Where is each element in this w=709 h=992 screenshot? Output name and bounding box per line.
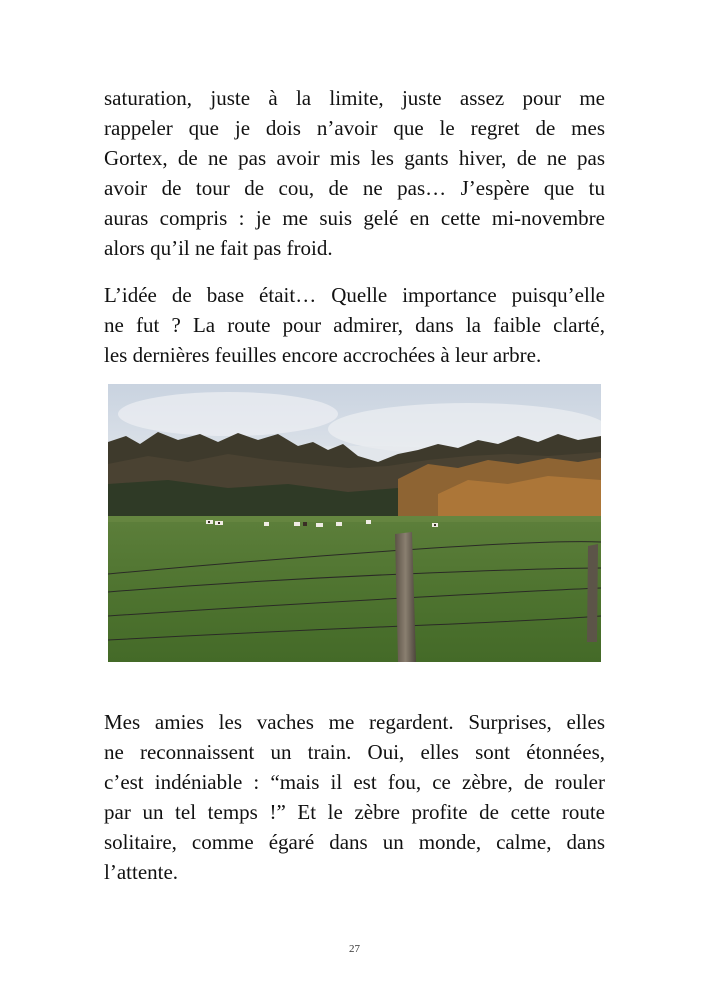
text-line: saturation, juste à la limite, juste assez pour me — [104, 86, 605, 110]
paragraph-3 — [104, 707, 605, 887]
photo-meadow-cows-fence — [108, 384, 601, 662]
text-line: Mes amies les vaches me regardent. Surprises, elles — [104, 710, 605, 734]
text-line: auras compris : je me suis gelé en cette mi-novembre — [104, 206, 605, 230]
text-line: rappeler que je dois n’avoir que le regret de mes — [104, 116, 605, 140]
paragraph-2 — [104, 280, 605, 370]
text-line: Gortex, de ne pas avoir mis les gants hiver, de ne pas — [104, 146, 605, 170]
text-line: solitaire, comme égaré dans un monde, calme, dans — [104, 830, 605, 854]
text-line: alors qu’il ne fait pas froid. — [104, 236, 333, 260]
text-line: L’idée de base était… Quelle importance puisqu’elle — [104, 283, 605, 307]
page-number: 27 — [349, 943, 360, 955]
text-line: les dernières feuilles encore accrochées à leur arbre. — [104, 343, 542, 367]
text-line: par un tel temps !” Et le zèbre profite de cette route — [104, 800, 605, 824]
text-line: avoir de tour de cou, de ne pas… J’espère que tu — [104, 176, 605, 200]
text-line: c’est indéniable : “mais il est fou, ce zèbre, de rouler — [104, 770, 605, 794]
paragraph-1 — [104, 83, 605, 263]
text-line: ne fut ? La route pour admirer, dans la faible clarté, — [104, 313, 605, 337]
text-line: ne reconnaissent un train. Oui, elles sont étonnées, — [104, 740, 605, 764]
text-line: l’attente. — [104, 860, 179, 884]
